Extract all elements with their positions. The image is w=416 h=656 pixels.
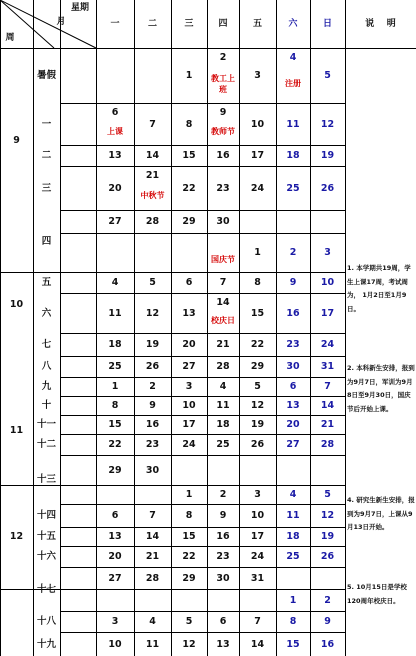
date-cell: 1 (289, 594, 297, 606)
date-cell: 22 (182, 182, 196, 194)
date-cell: 23 (216, 182, 230, 194)
date-cell: 16 (320, 638, 335, 650)
date-cell: 1 (185, 70, 193, 81)
date-cell: 7 (149, 510, 156, 521)
date-cell: 20 (108, 551, 122, 562)
date-cell: 4 (289, 489, 297, 500)
week-label: 十一 (36, 419, 56, 430)
date-cell: 28 (145, 572, 160, 584)
date-cell: 18 (286, 531, 300, 542)
date-cell: 3 (185, 381, 193, 392)
date-cell: 12 (250, 400, 265, 411)
week-label: 六 (41, 307, 52, 319)
date-cell: 27 (108, 572, 122, 584)
date-cell: 8 (185, 510, 193, 521)
date-cell: 31 (320, 361, 335, 372)
month-label-12: 12 (9, 531, 24, 542)
date-cell: 9 (324, 616, 331, 627)
date-cell: 24 (250, 551, 265, 562)
date-cell: 30 (216, 216, 230, 227)
holiday-event-label: 注册 (285, 79, 301, 88)
date-cell: 7 (149, 118, 156, 130)
date-cell: 2 (324, 594, 331, 606)
weekday-header-1: 一 (110, 18, 120, 29)
date-cell: 11 (216, 400, 230, 411)
date-cell: 16 (216, 150, 230, 161)
grid-vertical-line (345, 0, 346, 656)
date-cell: 13 (286, 400, 300, 411)
date-cell: 3 (254, 70, 261, 81)
date-cell: 2 (219, 51, 227, 63)
date-cell: 22 (250, 339, 265, 350)
grid-vertical-line (33, 0, 34, 48)
date-cell: 24 (250, 182, 265, 194)
date-cell: 8 (111, 400, 119, 411)
holiday-event-label: 上课 (107, 126, 123, 136)
holiday-event-label: 校庆日 (211, 315, 235, 325)
date-cell: 29 (182, 572, 196, 584)
date-cell: 20 (108, 182, 122, 194)
holiday-event-label: 教工上 班 (211, 73, 235, 94)
date-cell: 14 (250, 638, 265, 650)
date-cell: 29 (182, 216, 196, 227)
date-cell: 2 (289, 247, 297, 258)
weekday-header-5: 五 (252, 18, 262, 29)
date-cell: 14 (145, 531, 160, 542)
date-cell: 25 (108, 361, 122, 372)
date-cell: 3 (254, 489, 261, 500)
week-label: 十二 (36, 439, 56, 450)
date-cell: 29 (108, 464, 122, 476)
date-cell: 19 (145, 339, 160, 350)
date-cell: 15 (182, 531, 196, 542)
grid-vertical-line (60, 0, 61, 656)
calendar-note: 1. 本学期共19周，学生上课17周，考试周为， 1月2日至1月9日。 (347, 264, 411, 313)
date-cell: 27 (286, 439, 300, 450)
date-cell: 27 (108, 216, 122, 227)
date-cell: 19 (250, 419, 265, 430)
date-cell: 3 (324, 247, 331, 258)
date-cell: 2 (149, 381, 156, 392)
week-label: 九 (41, 381, 52, 392)
date-cell: 14 (216, 296, 230, 308)
date-cell: 6 (289, 381, 297, 392)
date-cell: 26 (250, 439, 265, 450)
date-cell: 14 (145, 150, 160, 161)
date-cell: 3 (111, 616, 119, 627)
date-cell: 15 (286, 638, 300, 650)
date-cell: 9 (219, 510, 227, 521)
date-cell: 15 (250, 307, 265, 319)
date-cell: 17 (320, 307, 335, 319)
date-cell: 1 (185, 489, 193, 500)
weekday-header-4: 四 (218, 18, 228, 29)
date-cell: 25 (286, 551, 300, 562)
week-label: 五 (41, 277, 52, 288)
month-label-10: 10 (9, 298, 24, 310)
date-cell: 8 (185, 118, 193, 130)
date-cell: 20 (182, 339, 196, 350)
date-cell: 31 (250, 572, 265, 584)
date-cell: 2 (219, 489, 227, 500)
date-cell: 10 (250, 118, 265, 130)
date-cell: 12 (320, 118, 335, 130)
date-cell: 8 (289, 616, 297, 627)
date-cell: 26 (145, 361, 160, 372)
date-cell: 24 (320, 339, 335, 350)
date-cell: 18 (286, 150, 300, 161)
date-cell: 30 (216, 572, 230, 584)
date-cell: 23 (286, 339, 300, 350)
calendar-note: 5. 10月15日是学校120周年校庆日。 (347, 583, 407, 605)
week-label: 暑假 (36, 70, 56, 81)
holiday-event-label: 教师节 (211, 126, 235, 136)
date-cell: 4 (289, 51, 297, 63)
date-cell: 23 (145, 439, 160, 450)
week-label: 七 (41, 339, 52, 350)
weekday-header-6: 六 (288, 18, 298, 29)
date-cell: 10 (250, 510, 265, 521)
date-cell: 11 (108, 307, 122, 319)
date-cell: 25 (286, 182, 300, 194)
week-label: 十五 (36, 531, 56, 542)
date-cell: 19 (320, 531, 335, 542)
date-cell: 13 (182, 307, 196, 319)
date-cell: 16 (286, 307, 300, 319)
header-week-label: 周 (5, 32, 15, 43)
date-cell: 5 (185, 616, 193, 627)
weekday-header-3: 三 (184, 18, 194, 29)
date-cell: 4 (111, 277, 119, 288)
date-cell: 5 (324, 70, 331, 81)
date-cell: 7 (219, 277, 227, 288)
grid-horizontal-line (0, 48, 416, 49)
calendar-note: 2. 本科新生安排，报到为9月7日，军训为9月8日至9月30日，国庆节后开始上课。 (347, 364, 415, 413)
date-cell: 10 (182, 400, 196, 411)
week-label: 十三 (36, 474, 56, 485)
week-label: 十九 (36, 638, 56, 650)
date-cell: 29 (250, 361, 265, 372)
date-cell: 18 (108, 339, 122, 350)
date-cell: 12 (320, 510, 335, 521)
date-cell: 23 (216, 551, 230, 562)
week-label: 四 (41, 235, 52, 247)
holiday-event-label: 中秋节 (140, 190, 165, 200)
date-cell: 9 (219, 106, 227, 118)
date-cell: 21 (216, 339, 230, 350)
date-cell: 8 (254, 277, 261, 288)
date-cell: 6 (111, 510, 119, 521)
header-weekday-label: 星期 (70, 2, 89, 13)
date-cell: 18 (216, 419, 230, 430)
calendar-note: 4. 研究生新生安排，报到为9月7日，上课从9月13日开始。 (347, 496, 415, 531)
week-label: 十 (41, 400, 52, 411)
date-cell: 7 (324, 381, 331, 392)
weekday-header-2: 二 (147, 18, 157, 29)
week-label: 十七 (36, 583, 56, 595)
date-cell: 22 (182, 551, 196, 562)
date-cell: 5 (324, 489, 331, 500)
date-cell: 21 (320, 419, 335, 430)
date-cell: 6 (185, 277, 193, 288)
date-cell: 22 (108, 439, 122, 450)
date-cell: 17 (250, 150, 265, 161)
date-cell: 26 (320, 182, 335, 194)
date-cell: 26 (320, 551, 335, 562)
month-label-9: 9 (13, 134, 20, 146)
date-cell: 5 (149, 277, 156, 288)
date-cell: 13 (108, 150, 122, 161)
date-cell: 20 (286, 419, 300, 430)
date-cell: 12 (182, 638, 196, 650)
week-label: 三 (41, 182, 52, 194)
date-cell: 30 (286, 361, 300, 372)
date-cell: 1 (111, 381, 119, 392)
date-cell: 1 (254, 247, 261, 258)
date-cell: 7 (254, 616, 261, 627)
date-cell: 4 (219, 381, 227, 392)
date-cell: 21 (145, 551, 160, 562)
notes-header: 说 明 (365, 18, 396, 29)
date-cell: 15 (182, 150, 196, 161)
weekday-header-7: 日 (322, 18, 332, 29)
month-label-11: 11 (9, 424, 24, 436)
date-cell: 6 (111, 106, 119, 118)
date-cell: 19 (320, 150, 335, 161)
date-cell: 17 (250, 531, 265, 542)
date-cell: 17 (182, 419, 196, 430)
date-cell: 24 (182, 439, 196, 450)
week-label: 二 (41, 150, 52, 161)
week-label: 十六 (36, 551, 56, 562)
date-cell: 14 (320, 400, 335, 411)
date-cell: 10 (320, 277, 335, 288)
date-cell: 16 (145, 419, 160, 430)
date-cell: 11 (286, 510, 300, 521)
date-cell: 11 (286, 118, 300, 130)
date-cell: 13 (216, 638, 230, 650)
date-cell: 9 (149, 400, 156, 411)
date-cell: 21 (145, 169, 160, 181)
date-cell: 11 (145, 638, 160, 650)
date-cell: 30 (145, 464, 160, 476)
week-label: 八 (41, 361, 52, 372)
week-label: 十四 (36, 510, 56, 521)
date-cell: 9 (289, 277, 297, 288)
date-cell: 27 (182, 361, 196, 372)
holiday-event-label: 国庆节 (211, 255, 235, 264)
week-label: 一 (41, 118, 52, 130)
date-cell: 16 (216, 531, 230, 542)
date-cell: 10 (108, 638, 122, 650)
header-month-label: 月 (56, 16, 66, 27)
week-label: 十八 (36, 616, 56, 627)
date-cell: 15 (108, 419, 122, 430)
date-cell: 28 (145, 216, 160, 227)
date-cell: 13 (108, 531, 122, 542)
date-cell: 5 (254, 381, 261, 392)
date-cell: 4 (149, 616, 156, 627)
date-cell: 6 (219, 616, 227, 627)
date-cell: 12 (145, 307, 160, 319)
date-cell: 28 (320, 439, 335, 450)
date-cell: 25 (216, 439, 230, 450)
date-cell: 28 (216, 361, 230, 372)
